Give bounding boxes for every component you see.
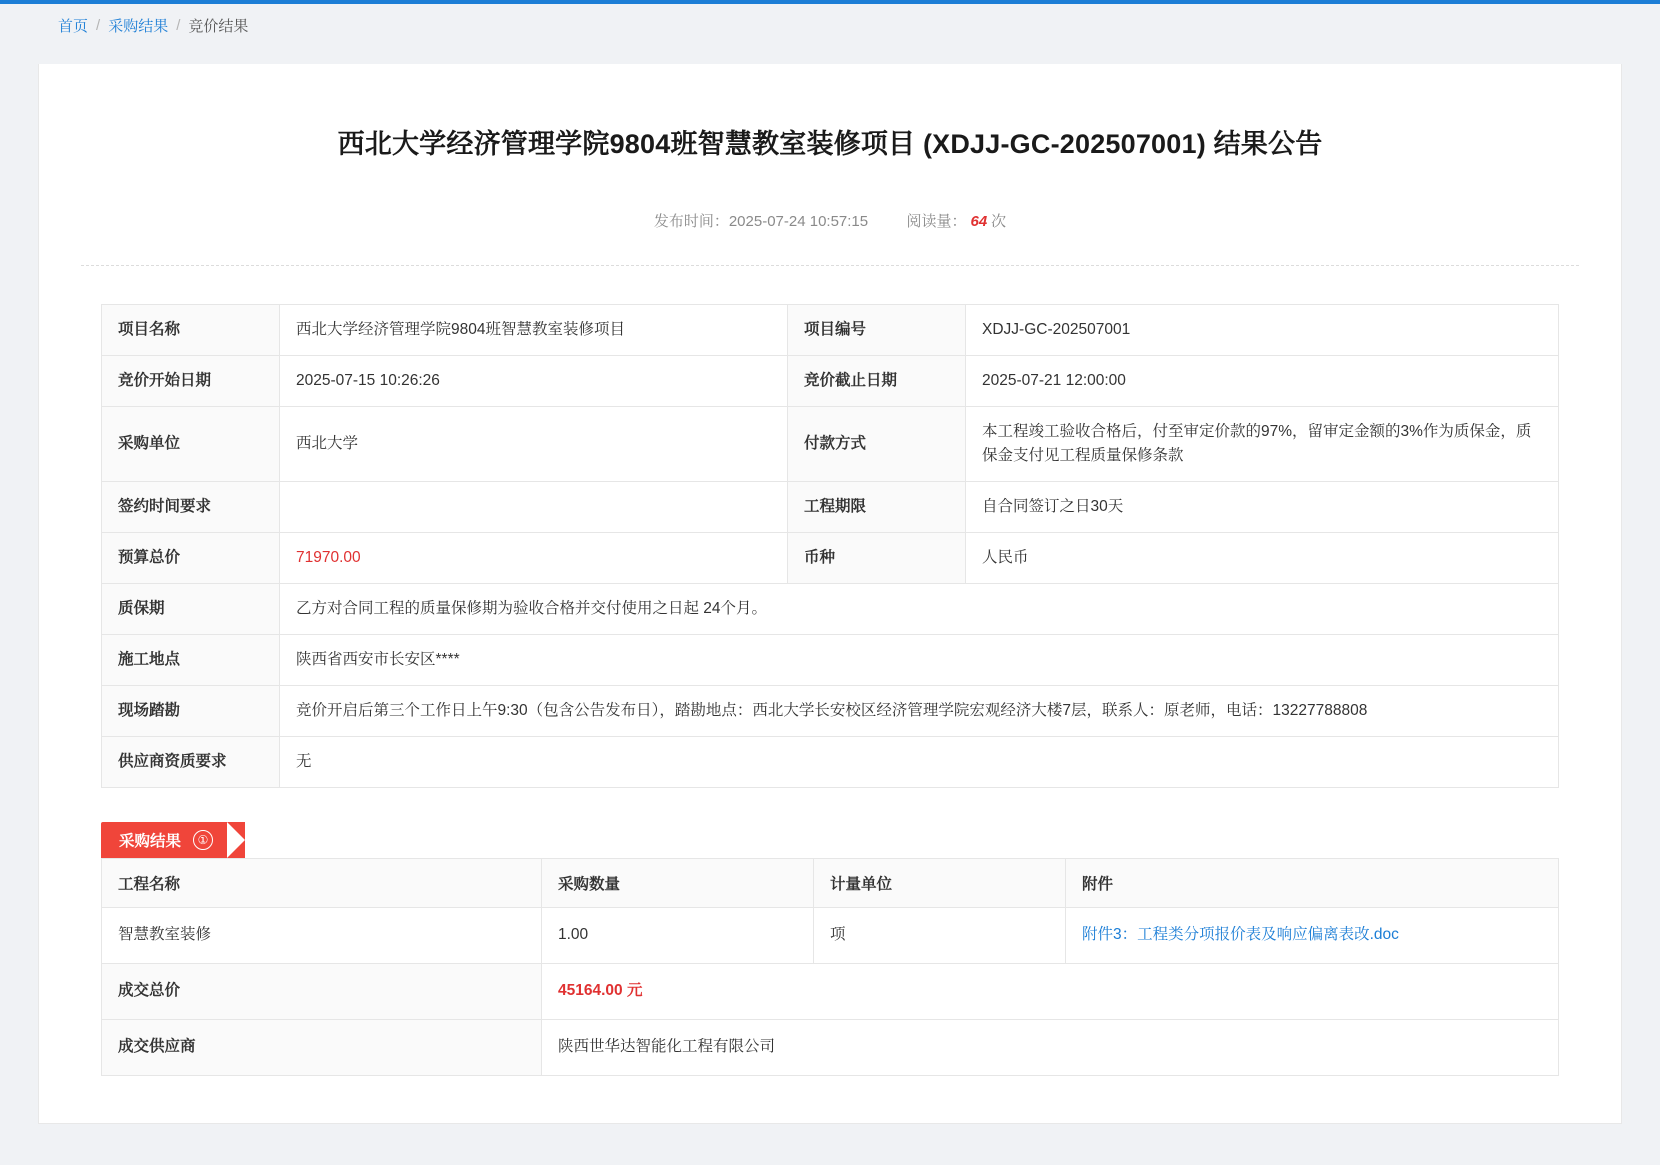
page-title: 西北大学经济管理学院9804班智慧教室装修项目 (XDJJ-GC-202507001) 结果公告: [337, 129, 1323, 160]
table-row: [102, 686, 1559, 737]
value-winning-supplier: 陕西世华达智能化工程有限公司: [542, 1019, 1559, 1075]
announcement-card: [38, 64, 1622, 1124]
breadcrumb-procurement-results[interactable]: 采购结果: [108, 17, 169, 35]
value-payment: 本工程竣工验收合格后，付至审定价款的97%，留审定金额的3%作为质保金，质保金支付见工程质量保修条款: [966, 406, 1559, 481]
table-row: [102, 1019, 1559, 1075]
header-quantity: 采购数量: [542, 859, 814, 908]
table-row: [102, 584, 1559, 635]
label-buyer: 采购单位: [102, 406, 280, 481]
table-row: [102, 482, 1559, 533]
value-warranty: 乙方对合同工程的质量保修期为验收合格并交付使用之日起 24个月。: [280, 584, 1559, 635]
table-row: [102, 963, 1559, 1019]
label-sign-time: 签约时间要求: [102, 482, 280, 533]
publish-time-value: 2025-07-24 10:57:15: [728, 212, 869, 230]
read-count-label: 阅读量：: [906, 212, 967, 230]
breadcrumb-home[interactable]: 首页: [58, 17, 89, 35]
table-row: [102, 406, 1559, 481]
table-row: [102, 304, 1559, 355]
procurement-result-title: 采购结果: [119, 833, 182, 851]
table-row: [102, 737, 1559, 788]
value-site-survey: 竞价开启后第三个工作日上午9:30（包含公告发布日），踏勘地点：西北大学长安校区经济管理学院宏观经济大楼7层，联系人：原老师，电话：13227788808: [280, 686, 1559, 737]
cell-unit: 项: [814, 908, 1066, 964]
label-currency: 币种: [788, 533, 966, 584]
value-sign-time: [280, 482, 788, 533]
label-qualification: 供应商资质要求: [102, 737, 280, 788]
value-project-code: XDJJ-GC-202507001: [966, 304, 1559, 355]
label-bid-start: 竞价开始日期: [102, 355, 280, 406]
label-site: 施工地点: [102, 635, 280, 686]
procurement-result-table: [101, 858, 1559, 1075]
publish-time-label: 发布时间：: [653, 212, 729, 230]
read-count-value: 64: [970, 212, 988, 230]
label-payment: 付款方式: [788, 406, 966, 481]
cell-attachment: [1066, 908, 1559, 964]
header-work-name: 工程名称: [102, 859, 542, 908]
value-project-name: 西北大学经济管理学院9804班智慧教室装修项目: [280, 304, 788, 355]
label-project-name: 项目名称: [102, 304, 280, 355]
procurement-result-count: ①: [193, 830, 213, 850]
label-winning-supplier: 成交供应商: [102, 1019, 542, 1075]
doc-meta: [39, 182, 1621, 265]
value-bid-start: 2025-07-15 10:26:26: [280, 355, 788, 406]
label-bid-end: 竞价截止日期: [788, 355, 966, 406]
procurement-result-ribbon: [101, 822, 227, 858]
procurement-result-section: [101, 822, 1559, 1075]
cell-work-name: 智慧教室装修: [102, 908, 542, 964]
value-budget: 71970.00: [280, 533, 788, 584]
value-site: 陕西省西安市长安区****: [280, 635, 1559, 686]
content-area: [39, 266, 1621, 1076]
breadcrumb-separator-2: /: [176, 16, 181, 34]
value-total-price: 45164.00 元: [542, 963, 1559, 1019]
header-unit: 计量单位: [814, 859, 1066, 908]
table-row: [102, 355, 1559, 406]
table-header-row: [102, 859, 1559, 908]
breadcrumb: [0, 4, 1660, 46]
attachment-link[interactable]: 附件3：工程类分项报价表及响应偏离表改.doc: [1082, 926, 1399, 944]
value-duration: 自合同签订之日30天: [966, 482, 1559, 533]
table-row: [102, 635, 1559, 686]
read-count-unit: 次: [991, 212, 1007, 230]
breadcrumb-separator-1: /: [96, 16, 101, 34]
table-row: [102, 908, 1559, 964]
project-info-table: [101, 304, 1559, 788]
value-qualification: 无: [280, 737, 1559, 788]
breadcrumb-current: 竞价结果: [188, 17, 249, 35]
label-total-price: 成交总价: [102, 963, 542, 1019]
table-row: [102, 533, 1559, 584]
label-project-code: 项目编号: [788, 304, 966, 355]
header-attachment: 附件: [1066, 859, 1559, 908]
label-budget: 预算总价: [102, 533, 280, 584]
cell-quantity: 1.00: [542, 908, 814, 964]
label-site-survey: 现场踏勘: [102, 686, 280, 737]
value-bid-end: 2025-07-21 12:00:00: [966, 355, 1559, 406]
value-buyer: 西北大学: [280, 406, 788, 481]
value-currency: 人民币: [966, 533, 1559, 584]
label-warranty: 质保期: [102, 584, 280, 635]
label-duration: 工程期限: [788, 482, 966, 533]
